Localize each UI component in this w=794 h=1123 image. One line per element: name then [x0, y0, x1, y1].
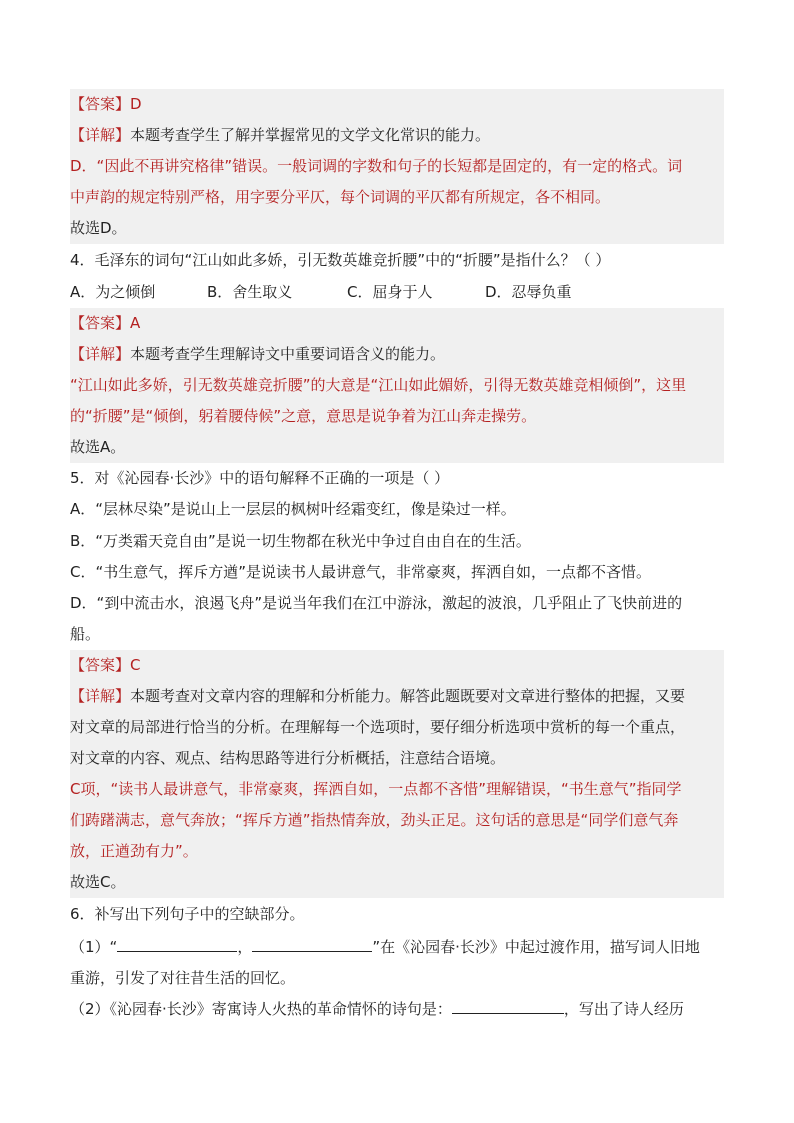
- option-b: B．舍生取义: [207, 283, 293, 301]
- answer-tag: 【答案】: [70, 314, 131, 332]
- fill-item-1-prefix: （1）“: [70, 938, 118, 956]
- option-a: A．“层林尽染”是说山上一层层的枫树叶经霜变红，像是染过一样。: [70, 500, 516, 518]
- detail-row: [70, 120, 724, 151]
- option-d-continued: 船。: [70, 625, 101, 643]
- explanation-line: “江山如此多娇，引无数英雄竞折腰”的大意是“江山如此媚娇，引得无数英雄竞相倾倒”，这里: [70, 370, 724, 401]
- detail-text: 本题考查学生理解诗文中重要词语含义的能力。: [130, 345, 446, 363]
- answer-row: [70, 89, 724, 120]
- explanation-line: D．“因此不再讲究格律”错误。一般词调的字数和句子的长短都是固定的，有一定的格式。词: [70, 151, 724, 182]
- option-a: A．为之倾倒: [70, 283, 156, 301]
- answer-value: C: [130, 656, 141, 674]
- detail-text: 本题考查对文章内容的理解和分析能力。解答此题既要对文章进行整体的把握，又要: [130, 687, 686, 705]
- question-4: 4．毛泽东的词句“江山如此多娇，引无数英雄竞折腰”中的“折腰”是指什么？（ ）: [70, 251, 611, 269]
- explanation-line: 们踌躇满志，意气奔放；“挥斥方遒”指热情奔放，劲头正足。这句话的意思是“同学们意气奔: [70, 805, 724, 836]
- answer-blank[interactable]: [117, 937, 237, 952]
- fill-item-1: [70, 932, 724, 963]
- fill-item-1-sep: ，: [237, 938, 253, 956]
- answer-row: [70, 650, 724, 681]
- fill-item-2: [70, 994, 724, 1025]
- detail-line: 对文章的内容、观点、结构思路等进行分析概括，注意结合语境。: [70, 743, 724, 774]
- answer-value: A: [130, 314, 141, 332]
- detail-tag: 【详解】: [70, 126, 131, 144]
- explanation-line: 中声韵的规定特别严格，用字要分平仄，每个词调的平仄都有所规定，各不相同。: [70, 182, 724, 213]
- explanation-line: 放，正遒劲有力”。: [70, 836, 724, 867]
- option-c: C．“书生意气，挥斥方遒”是说读书人最讲意气，非常豪爽，挥洒自如，一点都不吝惜。: [70, 563, 652, 581]
- question-5: 5．对《沁园春·长沙》中的语句解释不正确的一项是（ ）: [70, 469, 450, 487]
- option-b: B．“万类霜天竞自由”是说一切生物都在秋光中争过自由自在的生活。: [70, 532, 531, 550]
- conclusion: 故选D。: [70, 213, 724, 244]
- fill-item-1-suffix: ”在《沁园春·长沙》中起过渡作用，描写词人旧地: [372, 938, 700, 956]
- conclusion: 故选C。: [70, 867, 724, 898]
- explanation-line: 的“折腰”是“倾倒，躬着腰侍候”之意，意思是说争着为江山奔走操劳。: [70, 401, 724, 432]
- answer-blank[interactable]: [252, 937, 372, 952]
- detail-line: 对文章的局部进行恰当的分析。在理解每一个选项时，要仔细分析选项中赏析的每一个重点，: [70, 712, 724, 743]
- question-6: 6．补写出下列句子中的空缺部分。: [70, 905, 305, 923]
- fill-item-2-prefix: （2）《沁园春·长沙》寄寓诗人火热的革命情怀的诗句是：: [70, 1000, 452, 1018]
- answer-tag: 【答案】: [70, 95, 131, 113]
- detail-tag: 【详解】: [70, 345, 131, 363]
- answer-value: D: [130, 95, 142, 113]
- answer-tag: 【答案】: [70, 656, 131, 674]
- fill-item-1-continued: 重游，引发了对往昔生活的回忆。: [70, 969, 296, 987]
- option-c: C．屈身于人: [347, 283, 433, 301]
- fill-item-2-suffix: ，写出了诗人经历: [563, 1000, 684, 1018]
- option-d: D．忍辱负重: [485, 283, 572, 301]
- question-4-options: [70, 277, 724, 308]
- explanation-line: C项，“读书人最讲意气，非常豪爽，挥洒自如，一点都不吝惜”理解错误，“书生意气”指同学: [70, 774, 724, 805]
- detail-tag: 【详解】: [70, 687, 131, 705]
- detail-row: [70, 681, 724, 712]
- option-d: D．“到中流击水，浪遏飞舟”是说当年我们在江中游泳，激起的波浪，几乎阻止了飞快前进的: [70, 594, 683, 612]
- answer-row: [70, 308, 724, 339]
- detail-text: 本题考查学生了解并掌握常见的文学文化常识的能力。: [130, 126, 491, 144]
- detail-row: [70, 339, 724, 370]
- answer-blank[interactable]: [452, 999, 564, 1014]
- conclusion: 故选A。: [70, 432, 724, 463]
